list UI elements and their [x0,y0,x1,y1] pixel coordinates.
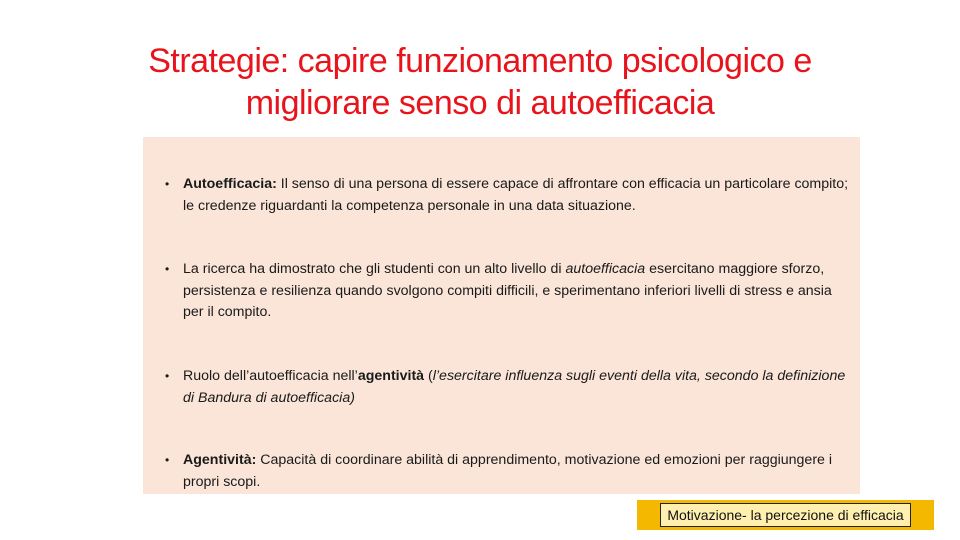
footer-note-text: Motivazione- la percezione di efficacia [660,503,910,527]
footer-note [637,500,934,530]
bullet-bold-lead: Agentività: [183,452,257,468]
content-box [143,137,860,494]
bullet-text-before: La ricerca ha dimostrato che gli studenti con un alto livello di [183,261,566,277]
bullet-marker: • [165,453,170,467]
bullet-bold: agentività [357,368,425,384]
slide-title-line-1: Strategie: capire funzionamento psicologico e [148,42,812,80]
bullet-ruolo [165,366,852,409]
bullet-agentivita [165,450,852,493]
bullet-text-mid: ( [424,368,433,384]
bullet-text: Capacità di coordinare abilità di apprendimento, motivazione ed emozioni per raggiungere i propri scopi. [183,452,833,490]
bullet-text-before: Ruolo dell’autoefficacia nell’ [183,368,358,384]
bullet-text: Il senso di una persona di essere capace di affrontare con efficacia un particolare compito; le credenze riguardanti la competenza personale in una data situazione. [183,176,849,214]
bullet-text-after: esercitano maggiore sforzo, persistenza e resilienza quando svolgono compiti difficili, e sperimentano inferiori livelli di stress e ansia per il compito. [183,261,832,320]
bullet-marker: • [165,177,170,191]
bullet-autoefficacia [165,174,852,217]
bullet-marker: • [165,369,170,383]
bullet-italic: l’esercitare influenza sugli eventi della vita, secondo la definizione di Bandura di autoefficacia) [183,368,846,406]
slide-title-line-2: migliorare senso di autoefficacia [245,84,715,122]
bullet-marker: • [165,262,170,276]
slide-title [0,40,960,124]
bullet-bold-lead: Autoefficacia: [183,176,277,192]
bullet-ricerca [165,259,852,324]
bullet-italic: autoefficacia [565,261,646,277]
